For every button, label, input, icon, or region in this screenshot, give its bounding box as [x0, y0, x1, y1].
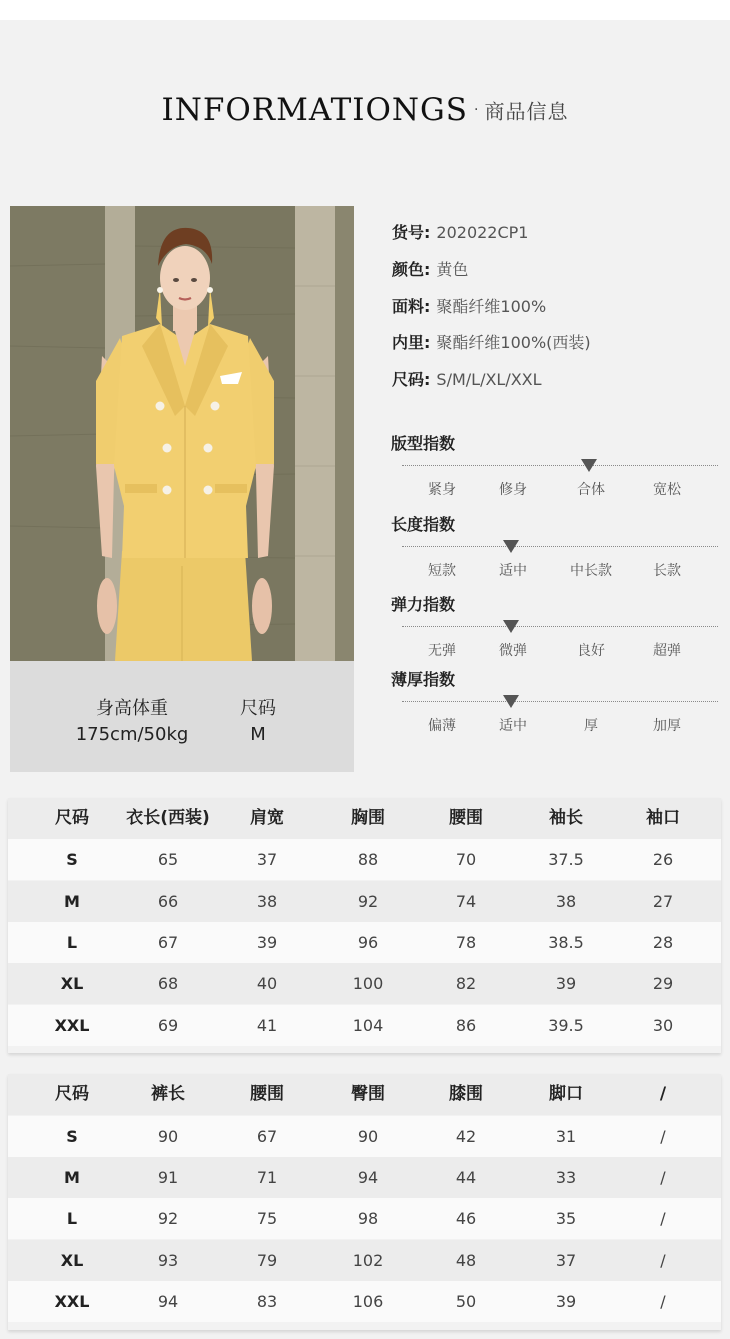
spec-value: 202022CP1	[436, 223, 529, 242]
table-cell: 39	[555, 974, 577, 993]
spec-item-fabric	[392, 295, 546, 319]
index-title: 弹力指数	[391, 595, 456, 614]
table-header-cell: 膝围	[449, 1084, 483, 1104]
heading-chinese: 商品信息	[484, 99, 569, 124]
index-option-label: 微弹	[499, 643, 527, 659]
table-cell: /	[660, 1209, 666, 1228]
table-header-cell: 肩宽	[250, 808, 284, 828]
table-cell: 86	[455, 1016, 477, 1035]
table-row	[8, 963, 721, 1004]
model-info-labels	[10, 694, 354, 724]
table-row	[8, 1157, 721, 1198]
table-cell: 69	[157, 1016, 179, 1035]
index-option-label: 修身	[499, 482, 527, 498]
table-cell: 88	[357, 850, 379, 869]
index-option-label: 偏薄	[428, 718, 456, 734]
spec-item-color	[392, 258, 468, 282]
table-cell: 71	[256, 1168, 278, 1187]
table-cell: 37.5	[548, 850, 584, 869]
spec-value: S/M/L/XL/XXL	[436, 370, 542, 389]
height-weight-value: 175cm/50kg	[75, 724, 189, 745]
table-header-cell: 胸围	[351, 808, 385, 828]
table-header-cell: /	[659, 1084, 667, 1104]
table-cell: 98	[357, 1209, 379, 1228]
table-cell: 50	[455, 1292, 477, 1311]
table-cell: 40	[256, 974, 278, 993]
index-marker-icon	[503, 540, 519, 553]
table-row	[8, 1198, 721, 1239]
spec-key: 内里:	[392, 333, 431, 352]
table-cell: 39.5	[548, 1016, 584, 1035]
table-cell: 79	[256, 1251, 278, 1270]
table-cell: L	[66, 933, 78, 952]
table-cell: 39	[555, 1292, 577, 1311]
index-scale-line	[402, 465, 718, 466]
table-cell: 37	[256, 850, 278, 869]
table-row	[8, 839, 721, 880]
size-label: 尺码	[240, 698, 276, 719]
table-cell: M	[64, 892, 80, 911]
table-cell: 30	[652, 1016, 674, 1035]
table-cell: 42	[455, 1127, 477, 1146]
table-cell: 44	[455, 1168, 477, 1187]
jacket-size-table	[8, 798, 721, 1053]
spec-key: 尺码:	[392, 370, 431, 389]
table-cell: 35	[555, 1209, 577, 1228]
table-cell: 94	[157, 1292, 179, 1311]
table-row	[8, 1240, 721, 1281]
table-cell: 93	[157, 1251, 179, 1270]
table-cell: M	[64, 1168, 80, 1187]
table-cell: 90	[357, 1127, 379, 1146]
table-cell: 38.5	[548, 933, 584, 952]
index-marker-icon	[581, 459, 597, 472]
table-header-cell: 尺码	[55, 808, 89, 828]
table-row	[8, 881, 721, 922]
table-cell: 67	[157, 933, 179, 952]
table-cell: 41	[256, 1016, 278, 1035]
size-value: M	[250, 724, 266, 745]
index-option-label: 长款	[653, 563, 681, 579]
index-scale-line	[402, 626, 718, 627]
table-cell: 100	[352, 974, 384, 993]
product-info-page	[0, 20, 730, 1339]
table-cell: 26	[652, 850, 674, 869]
table-row	[8, 1116, 721, 1157]
table-cell: 91	[157, 1168, 179, 1187]
index-option-label: 合体	[577, 482, 605, 498]
table-cell: 92	[357, 892, 379, 911]
table-cell: /	[660, 1168, 666, 1187]
index-option-label: 适中	[499, 718, 527, 734]
table-header-row	[8, 1074, 721, 1115]
table-cell: 74	[455, 892, 477, 911]
table-header-cell: 脚口	[549, 1084, 583, 1104]
table-header-cell: 腰围	[250, 1084, 284, 1104]
table-cell: 68	[157, 974, 179, 993]
table-cell: S	[66, 850, 78, 869]
model-info-values	[10, 724, 354, 754]
table-cell: 33	[555, 1168, 577, 1187]
table-cell: 28	[652, 933, 674, 952]
pants-size-table	[8, 1074, 721, 1330]
index-marker-icon	[503, 620, 519, 633]
table-row	[8, 1281, 721, 1322]
heading-separator: ·	[474, 102, 479, 118]
height-weight-label: 身高体重	[96, 698, 168, 719]
spec-item-sku	[392, 221, 528, 245]
index-option-label: 紧身	[428, 482, 456, 498]
table-cell: 104	[352, 1016, 384, 1035]
table-cell: 46	[455, 1209, 477, 1228]
model-info-box	[10, 661, 354, 772]
table-cell: 78	[455, 933, 477, 952]
spec-item-lining	[392, 331, 591, 355]
table-header-cell: 腰围	[449, 808, 483, 828]
table-cell: /	[660, 1251, 666, 1270]
index-scale-line	[402, 701, 718, 702]
spec-key: 颜色:	[392, 260, 431, 279]
index-option-label: 短款	[428, 563, 456, 579]
index-option-label: 良好	[577, 643, 605, 659]
table-cell: 106	[352, 1292, 384, 1311]
table-row	[8, 1005, 721, 1046]
table-cell: /	[660, 1292, 666, 1311]
product-photo	[10, 206, 354, 661]
table-cell: 38	[555, 892, 577, 911]
table-header-cell: 裤长	[151, 1084, 185, 1104]
table-cell: 102	[352, 1251, 384, 1270]
table-cell: XXL	[54, 1016, 90, 1035]
index-title: 长度指数	[391, 515, 456, 534]
spec-key: 货号:	[392, 223, 431, 242]
heading-english: INFORMATIONGS	[161, 92, 469, 128]
index-option-label: 加厚	[653, 718, 681, 734]
table-cell: 90	[157, 1127, 179, 1146]
index-title: 薄厚指数	[391, 670, 456, 689]
spec-item-size	[392, 368, 542, 392]
index-option-label: 中长款	[570, 563, 612, 579]
spec-value: 黄色	[436, 260, 469, 279]
index-option-label: 超弹	[653, 643, 681, 659]
table-cell: XXL	[54, 1292, 90, 1311]
table-cell: 96	[357, 933, 379, 952]
table-header-row	[8, 798, 721, 839]
index-scale-line	[402, 546, 718, 547]
table-cell: 31	[555, 1127, 577, 1146]
table-cell: 94	[357, 1168, 379, 1187]
index-marker-icon	[503, 695, 519, 708]
table-header-cell: 衣长(西装)	[126, 808, 210, 828]
table-cell: 27	[652, 892, 674, 911]
table-cell: 65	[157, 850, 179, 869]
table-row	[8, 922, 721, 963]
spec-key: 面料:	[392, 297, 431, 316]
index-option-label: 厚	[584, 718, 598, 734]
table-cell: L	[66, 1209, 78, 1228]
table-cell: 29	[652, 974, 674, 993]
table-cell: 38	[256, 892, 278, 911]
model-photo-illustration	[10, 206, 354, 661]
index-option-label: 无弹	[428, 643, 456, 659]
table-header-cell: 臀围	[351, 1084, 385, 1104]
table-cell: 75	[256, 1209, 278, 1228]
table-cell: 67	[256, 1127, 278, 1146]
index-option-label: 宽松	[653, 482, 681, 498]
table-cell: 92	[157, 1209, 179, 1228]
table-cell: XL	[60, 1251, 84, 1270]
table-cell: 48	[455, 1251, 477, 1270]
spec-value: 聚酯纤维100%(西装)	[436, 333, 591, 352]
table-cell: 66	[157, 892, 179, 911]
section-heading	[0, 92, 730, 128]
table-header-cell: 袖长	[549, 808, 583, 828]
spec-value: 聚酯纤维100%	[436, 297, 547, 316]
table-cell: S	[66, 1127, 78, 1146]
table-header-cell: 袖口	[646, 808, 680, 828]
table-cell: 39	[256, 933, 278, 952]
table-cell: 70	[455, 850, 477, 869]
table-header-cell: 尺码	[55, 1084, 89, 1104]
table-cell: XL	[60, 974, 84, 993]
table-cell: /	[660, 1127, 666, 1146]
index-title: 版型指数	[391, 434, 456, 453]
index-option-label: 适中	[499, 563, 527, 579]
table-cell: 82	[455, 974, 477, 993]
table-cell: 37	[555, 1251, 577, 1270]
table-cell: 83	[256, 1292, 278, 1311]
